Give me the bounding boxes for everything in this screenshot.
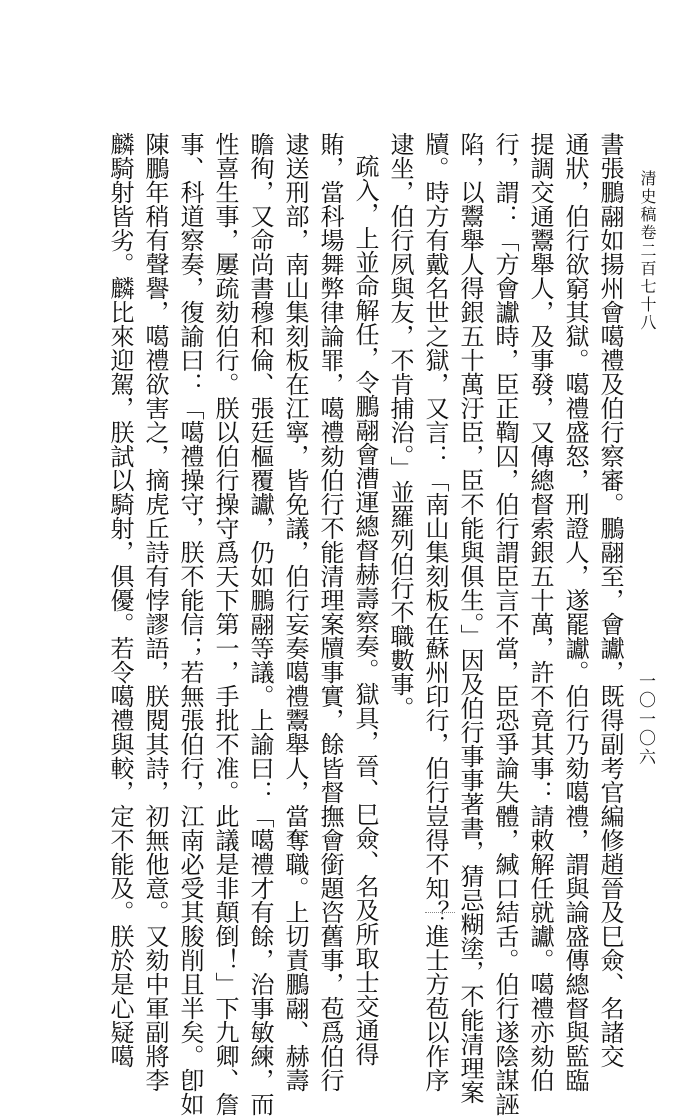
text-column-1: 書張鵬翮如揚州會噶禮及伯行察審。鵬翮至，會讞，既得副考官編修趙晉及巳僉、名諸交 xyxy=(596,132,624,1068)
text-column-9: 賄，當科場舞弊律論罪，噶禮劾伯行不能清理案牘事實，餘皆督撫會銜題咨舊事，苞爲伯行 xyxy=(316,132,344,1092)
text-column-13: 事、科道察奏，復諭曰：「噶禮操守，朕不能信；若無張伯行，江南必受其朘削且半矣。卽如 xyxy=(176,132,204,1116)
text-column-3: 提調交通鬻舉人，及事發，又傳總督索銀五十萬，許不竟其事：請敕解任就讞。噶禮亦劾伯 xyxy=(526,132,554,1092)
margin-mark xyxy=(425,912,455,921)
text-column-12: 性喜生事，屢疏劾伯行。朕以伯行操守爲天下第一，手批不准。此議是非顛倒！」下九卿、詹 xyxy=(211,132,239,1116)
text-column-10: 逮送刑部，南山集刻板在江寧，皆免議，伯行妄奏噶禮鬻舉人，當奪職。上切責鵬翮、赫壽 xyxy=(281,132,309,1092)
text-column-8: 疏入，上並命解任，令鵬翮會漕運總督赫壽察奏。獄具，晉、巳僉、名及所取士交通得 xyxy=(351,154,379,1066)
text-column-5: 陷，以鬻舉人得銀五十萬汙臣，臣不能與俱生。」因及伯行事事著書，猜忌糊塗，不能清理案 xyxy=(456,132,484,1104)
text-column-4: 行，謂：「方會讞時，臣正鞫囚，伯行謂臣言不當，臣恐爭論失體，緘口結舌。伯行遂陰謀誣 xyxy=(491,132,519,1116)
running-header: 清史稿卷二百七十八 xyxy=(638,170,657,332)
text-column-14: 陳鵬年稍有聲譽，噶禮欲害之，摘虎丘詩有悖謬語，朕閱其詩，初無他意。又劾中軍副將李 xyxy=(141,132,169,1092)
text-column-2: 通狀，伯行欲窮其獄。噶禮盛怒，刑證人，遂罷讞。伯行乃劾噶禮，謂與論盛傳總督與監臨 xyxy=(561,132,589,1092)
page-number: 一〇一〇六 xyxy=(635,672,655,767)
text-column-6: 牘。時方有戴名世之獄，又言：「南山集刻板在蘇州印行，伯行豈得不知？進士方苞以作序 xyxy=(421,132,449,1092)
text-column-7: 逮坐，伯行夙與友，不肯捕治。」並羅列伯行不職數事。 xyxy=(386,132,414,720)
text-column-15: 麟騎射皆劣。麟比來迎駕，朕試以騎射，俱優。若令噶禮與較，定不能及。朕於是心疑噶 xyxy=(106,132,134,1068)
text-column-11: 瞻徇，又命尚書穆和倫、張廷樞覆讞，仍如鵬翮等議。上諭曰：「噶禮才有餘，治事敏練，而 xyxy=(246,132,274,1116)
